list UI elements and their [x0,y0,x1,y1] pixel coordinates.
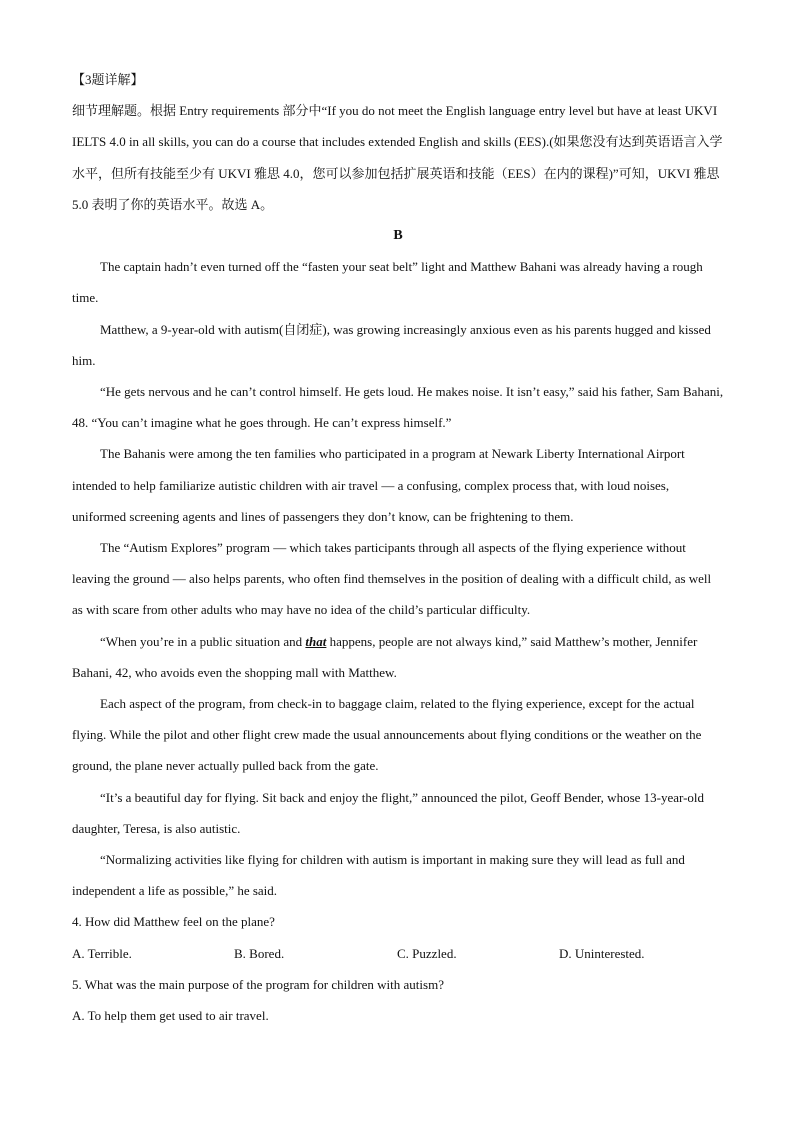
answer-heading: 【3题详解】 [72,72,144,87]
question-5-stem: 5. What was the main purpose of the program for children with autism? [72,976,444,992]
question-5-option-a: A. To help them get used to air travel. [72,1008,269,1024]
passage-paragraph-8: “It’s a beautiful day for flying. Sit back and enjoy the flight,” announced the pilot, Geoff Bender, whose 13-year-old daughter, Teresa, is also autistic. [72,789,705,836]
passage-paragraph-6 [72,626,724,688]
answer-explanation: 细节理解题。根据 Entry requirements 部分中“If you do not meet the English language entry level but have at least UKVI IELTS 4.0 in all skills, you can do a course that includes extended English and skills (EES).(如果您没有达到英语语言入学水平，但所有技能至少有 UKVI 雅思 4.0，您可以参加包括扩展英语和技能（EES）在内的课程)”可知，UKVI 雅思 5.0 表明了你的英语水平。故选 A。 [72,103,723,212]
question-4-option-d: D. Uninterested. [559,945,645,961]
question-4-option-a: A. Terrible. [72,945,132,961]
paragraph-6-end: happens, people are not always kind,” said Matthew’s mother, Jennifer Bahani, 42, who avoids even the shopping mall with Matthew. [72,633,698,680]
paragraph-6-start: “When you’re in a public situation and [100,633,306,649]
question-4-option-c: C. Puzzled. [397,945,457,961]
passage-paragraph-3: “He gets nervous and he can’t control himself. He gets loud. He makes noise. It isn’t easy,” said his father, Sam Bahani, 48. “You can’t imagine what he goes through. He can’t express himself.” [72,384,724,431]
passage-paragraph-1: The captain hadn’t even turned off the “fasten your seat belt” light and Matthew Bahani was already having a rough time. [72,259,703,306]
question-4-option-b: B. Bored. [234,945,285,961]
passage-paragraph-2: Matthew, a 9-year-old with autism(自闭症), was growing increasingly anxious even as his parents hugged and kissed him. [72,321,711,368]
question-4-options [72,938,724,969]
passage-paragraph-9: “Normalizing activities like flying for children with autism is important in making sure they will lead as full and independent a life as possible,” he said. [72,852,685,899]
passage-paragraph-7: Each aspect of the program, from check-in to baggage claim, related to the flying experience, except for the actual flying. While the pilot and other flight crew made the usual announcements about flying conditions or the weather on the ground, the plane never actually pulled back from the gate. [72,696,702,774]
question-4-stem: 4. How did Matthew feel on the plane? [72,914,275,930]
passage-paragraph-5: The “Autism Explores” program — which takes participants through all aspects of the flying experience without leaving the ground — also helps parents, who often find themselves in the position of dealing with a difficult child, as well as with scare from other adults who may have no idea of the child’s particular difficulty. [72,540,712,618]
emphasized-word-that: that [305,633,327,649]
document-page [72,64,724,1031]
passage-paragraph-4: The Bahanis were among the ten families who participated in a program at Newark Liberty International Airport intended to help familiarize autistic children with air travel — a confusing, complex process that, with loud noises, uniformed screening agents and lines of passengers they don’t know, can be frightening to them. [72,446,685,524]
section-title: B [393,228,403,244]
